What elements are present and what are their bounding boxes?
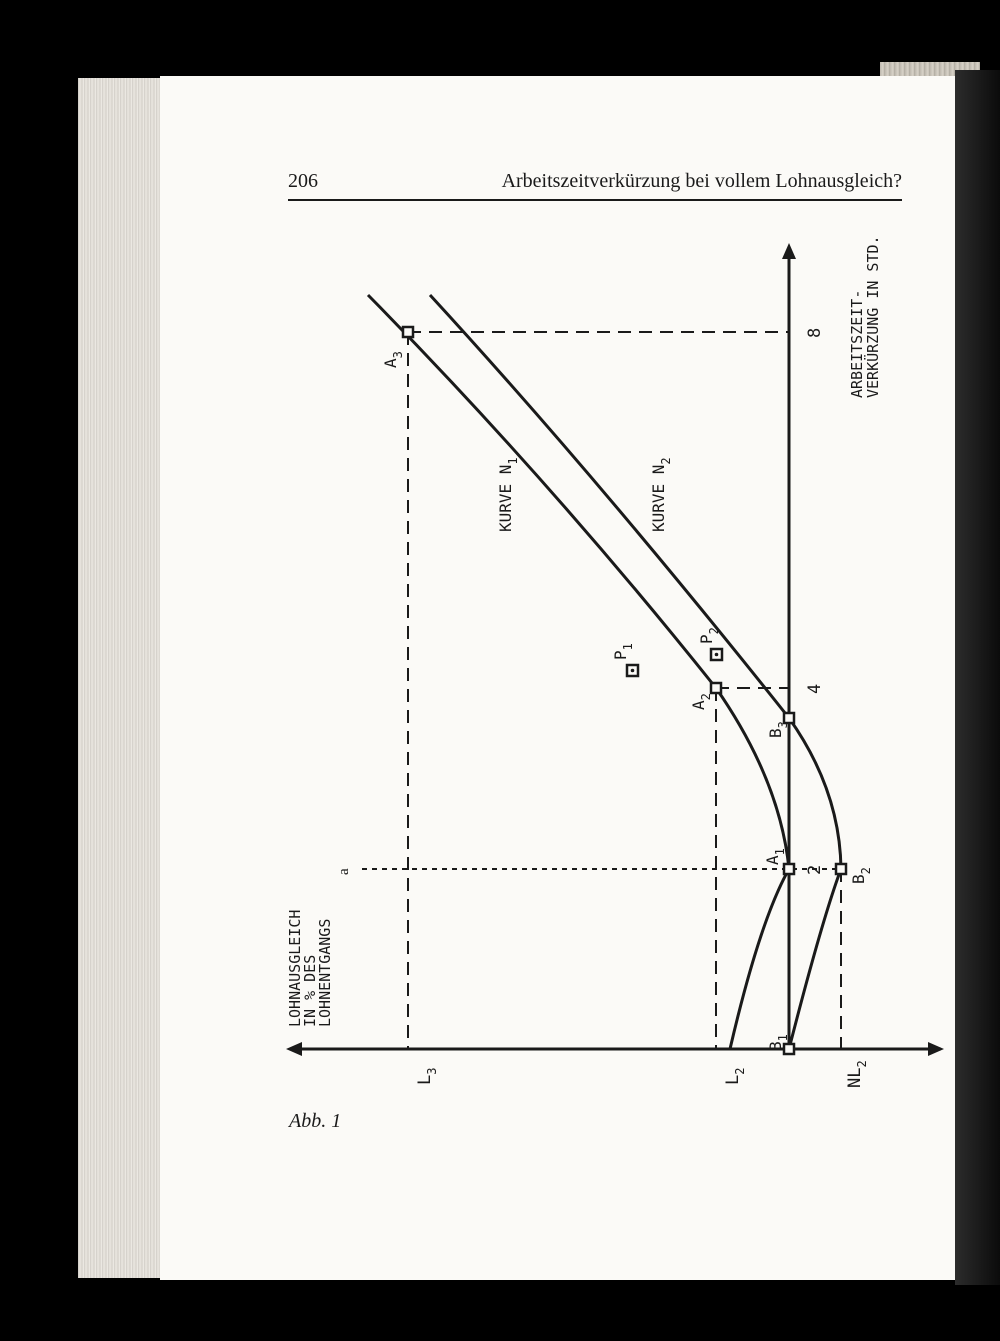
- y-axis-label: LOHNAUSGLEICH IN % DES LOHNENTGANGS: [286, 909, 334, 1027]
- x-axis-label: ARBEITSZEIT- VERKÜRZUNG IN STD.: [848, 235, 882, 398]
- dashed-line-a-label: a: [336, 868, 352, 875]
- y-tick-L3: $L_3$: [415, 1067, 439, 1085]
- y-tick-NL2: $NL_2$: [845, 1060, 869, 1088]
- point-A3-label: $A_3$: [381, 351, 405, 368]
- point-P1-dot: [631, 669, 635, 673]
- left-arrowhead: [286, 1042, 302, 1056]
- point-A2-label: $A_2$: [689, 693, 713, 710]
- point-B3-label: $B_3$: [766, 721, 790, 738]
- point-B1-label: $B_1$: [766, 1034, 790, 1051]
- curve-N2-label: KURVE $N_2$: [649, 457, 673, 532]
- point-P2-label: $P_2$: [697, 627, 721, 644]
- right-arrowhead: [928, 1042, 944, 1056]
- point-A2-marker: [711, 683, 721, 693]
- point-B1-marker: [784, 1044, 794, 1054]
- x-tick-8: 8: [805, 327, 825, 338]
- x-tick-4: 4: [805, 683, 825, 694]
- point-P1-label: $P_1$: [611, 643, 635, 660]
- running-title: Arbeitszeitverkürzung bei vollem Lohnausgleich?: [501, 170, 902, 192]
- point-B2-label: $B_2$: [849, 867, 873, 884]
- x-tick-2: 2: [805, 864, 825, 875]
- curve-N1-label: KURVE $N_1$: [496, 457, 520, 532]
- curve-N1: [368, 295, 789, 1049]
- top-arrowhead: [782, 243, 796, 259]
- point-A1-label: $A_1$: [763, 848, 787, 865]
- y-tick-L2: $L_2$: [723, 1067, 747, 1085]
- page-number: 206: [288, 170, 318, 192]
- point-P2-dot: [715, 653, 719, 657]
- point-A3-marker: [403, 327, 413, 337]
- figure-caption: Abb. 1: [289, 1110, 342, 1132]
- point-A1-marker: [784, 864, 794, 874]
- point-B2-marker: [836, 864, 846, 874]
